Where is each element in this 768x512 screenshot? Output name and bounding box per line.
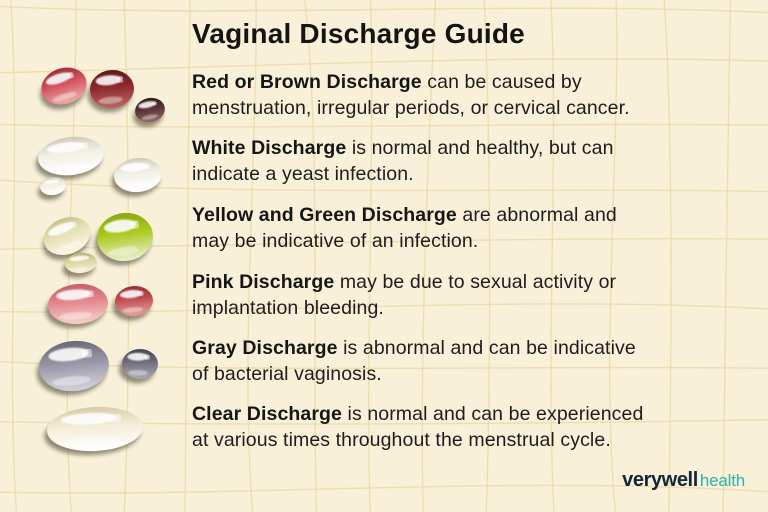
entry-text: is abnormal and can be indicative [337,337,636,359]
entry-lead: White Discharge [192,137,347,159]
brown-droplet-icon [130,95,168,130]
logo-product-text: health [699,471,745,490]
white-medium-droplet-icon [109,156,164,199]
red-droplet-icon [34,62,93,115]
entry-red-or-brown [192,70,732,122]
logo-brand-text: verywell [622,469,698,491]
discharge-droplets-illustration [0,0,190,512]
clear-droplet-icon [43,405,144,458]
dark-red-droplet-icon [85,68,136,115]
entry-text: is normal and healthy, but can [346,137,614,159]
entry-text: of bacterial vaginosis. [192,362,382,385]
entry-pink [192,270,732,322]
green-droplet-icon [91,209,157,269]
gray-small-droplet-icon [119,349,158,383]
entry-text: are abnormal and [456,204,617,226]
entry-lead: Gray Discharge [192,337,338,359]
entry-white [192,136,732,188]
entry-text: is normal and can be experienced [342,403,644,425]
entry-lead: Red or Brown Discharge [192,71,422,93]
entry-text: can be caused by [421,71,582,93]
entry-lead: Pink Discharge [192,271,335,293]
entry-text: at various times throughout the menstrual cycle. [192,428,611,451]
entry-lead: Clear Discharge [192,403,342,425]
entry-text: indicate a yeast infection. [192,162,414,185]
red-pink-droplet-icon [111,284,155,322]
verywell-health-logo [622,468,745,493]
entry-text: may be indicative of an infection. [192,229,479,252]
page-title: Vaginal Discharge Guide [192,18,525,49]
entry-clear [192,402,732,454]
entry-lead: Yellow and Green Discharge [192,204,457,226]
entry-yellow-and-green [192,203,732,255]
entry-gray [192,336,732,388]
entry-text: menstruation, irregular periods, or cervical cancer. [192,96,630,119]
pink-droplet-icon [43,281,110,330]
white-large-droplet-icon [33,133,107,183]
entry-text: implantation bleeding. [192,296,384,319]
entry-text: may be due to sexual activity or [334,271,617,293]
gray-large-droplet-icon [34,337,112,398]
